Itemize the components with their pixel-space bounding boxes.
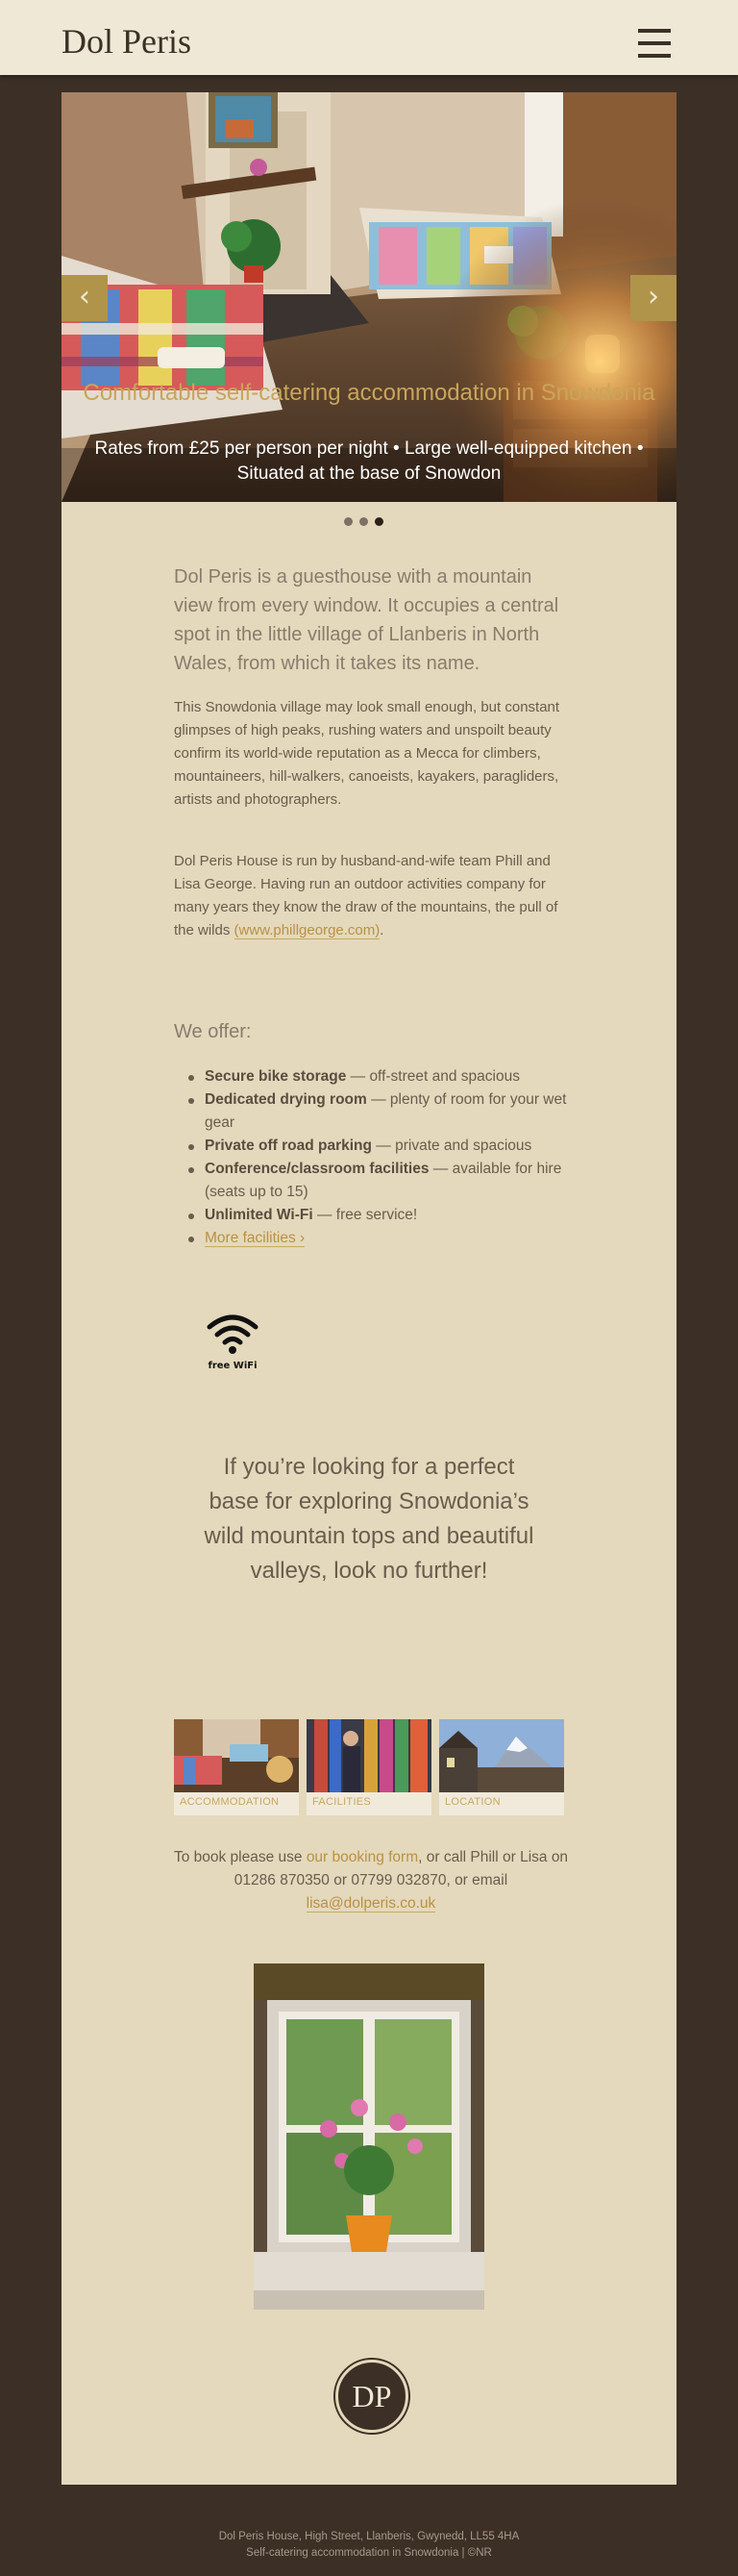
offer-item-title: Secure bike storage [205, 1068, 347, 1085]
offer-item-desc: — private and spacious [371, 1138, 532, 1154]
offer-list [174, 1065, 568, 1250]
offer-item [174, 1204, 568, 1227]
offer-item-title: Private off road parking [205, 1138, 372, 1154]
slide-caption-subtitle: Rates from £25 per person per night • Large well-equipped kitchen • Situated at the base of Snowdon [94, 438, 644, 484]
offer-item-desc: — available for hire (seats up to 15) [205, 1161, 562, 1200]
offer-item-more [174, 1227, 568, 1250]
offer-item-title: Unlimited Wi-Fi [205, 1207, 313, 1223]
thumb-label: FACILITIES [312, 1796, 372, 1808]
more-facilities-link[interactable]: More facilities › [205, 1230, 306, 1246]
hero-slider [62, 92, 676, 502]
paragraph-owners [174, 850, 568, 942]
booking-form-link[interactable]: our booking form [306, 1849, 419, 1865]
window-geranium-photo [254, 1963, 484, 2310]
thumb-label: ACCOMMODATION [180, 1796, 280, 1808]
slider-prev-button[interactable]: ‹ [62, 275, 108, 321]
slider-dot[interactable] [359, 517, 368, 526]
site-footer [0, 2529, 738, 2562]
offer-item [174, 1065, 568, 1088]
slide-caption-title: Comfortable self-catering accommodation in Snowdonia [83, 380, 655, 406]
slider-dots [344, 513, 390, 531]
footer-address: Dol Peris House, High Street, Llanberis, Gwynedd, LL55 4HA [218, 2531, 520, 2542]
thumb-facilities[interactable] [307, 1719, 431, 1815]
offer-item [174, 1158, 568, 1204]
hamburger-menu-icon[interactable] [638, 29, 671, 58]
owners-end: . [380, 922, 384, 938]
site-logo[interactable]: Dol Peris [62, 22, 191, 61]
free-wifi-label: free WiFi [208, 1361, 258, 1371]
booking-phone-text: , or call Phill or Lisa on 01286 870350 or 07799 032870, or email [234, 1849, 569, 1888]
thumb-accommodation[interactable] [174, 1719, 299, 1815]
offer-heading: We offer: [174, 1021, 252, 1042]
intro-text: Dol Peris is a guesthouse with a mountain view from every window. It occupies a central spot in the little village of Llanberis in North Wales, from which it takes its name. [174, 566, 559, 674]
offer-item-desc: — plenty of room for your wet gear [205, 1091, 567, 1131]
thumb-location[interactable] [439, 1719, 564, 1815]
tagline-quote: If you’re looking for a perfect base for exploring Snowdonia’s wild mountain tops and beautiful valleys, look no further! [204, 1454, 534, 1584]
free-wifi-icon [204, 1312, 261, 1371]
offer-item [174, 1088, 568, 1135]
footer-copyright: Self-catering accommodation in Snowdonia | ©NR [246, 2547, 492, 2559]
offer-item-title: Dedicated drying room [205, 1091, 367, 1108]
email-link[interactable]: lisa@dolperis.co.uk [306, 1895, 436, 1912]
main-panel [62, 92, 676, 2485]
slider-dot[interactable] [344, 517, 353, 526]
booking-text: To book please use [173, 1849, 307, 1865]
offer-item-desc: — free service! [312, 1207, 418, 1223]
offer-item [174, 1135, 568, 1158]
phillgeorge-link[interactable]: (www.phillgeorge.com) [234, 922, 381, 938]
dp-logo-badge: DP [335, 2360, 408, 2433]
offer-item-title: Conference/classroom facilities [205, 1161, 430, 1177]
owners-text: Dol Peris House is run by husband-and-wife team Phill and Lisa George. Having run an outdoor activities company for many years they know the draw of the mountains, the pull of the wilds [174, 853, 558, 938]
offer-item-desc: — off-street and spacious [346, 1068, 520, 1085]
site-header [0, 0, 738, 75]
thumb-label: LOCATION [445, 1796, 501, 1808]
slider-dot-active[interactable] [375, 517, 383, 526]
slider-next-button[interactable]: › [630, 275, 676, 321]
paragraph-snowdonia: This Snowdonia village may look small enough, but constant glimpses of high peaks, rushing waters and unspoilt beauty confirm its world-wide reputation as a Mecca for climbers, mountaineers, hill-walkers, canoeists, kayakers, paragliders, artists and photographers. [174, 699, 560, 808]
booking-info [169, 1846, 573, 1915]
